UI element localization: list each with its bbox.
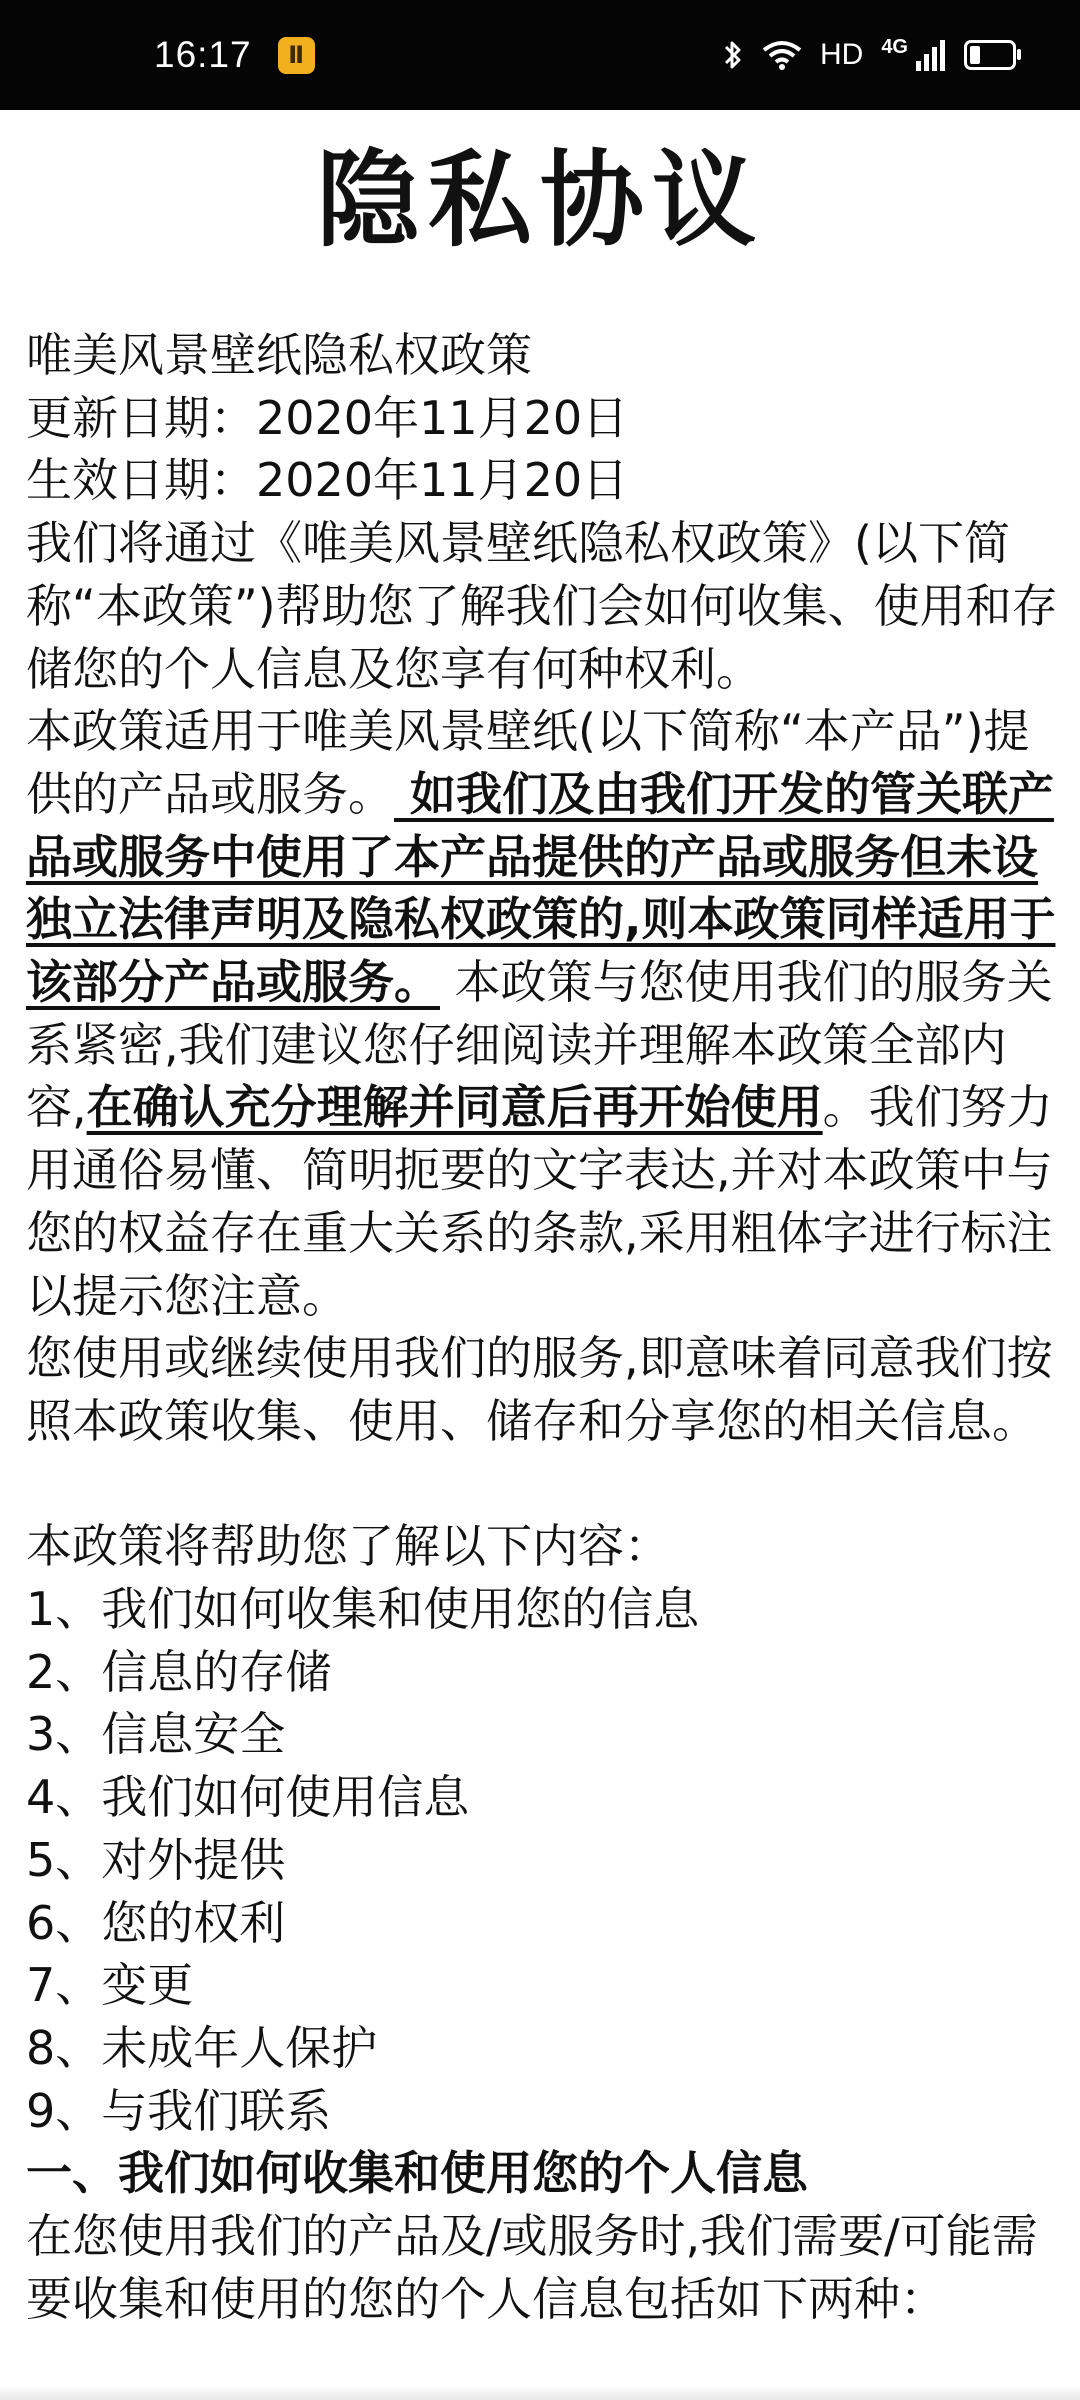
effective-date: 生效日期：2020年11月20日 bbox=[26, 453, 629, 508]
network-type: 4G bbox=[881, 35, 908, 58]
spacer bbox=[26, 1453, 1060, 1516]
policy-content bbox=[26, 324, 1060, 2330]
toc-item: 2、信息的存储 bbox=[26, 1644, 332, 1699]
scope-bold-underlined-2: 在确认充分理解并同意后再开始使用 bbox=[86, 1080, 823, 1135]
policy-name: 唯美风景壁纸隐私权政策 bbox=[26, 328, 532, 382]
toc-item: 6、您的权利 bbox=[26, 1895, 286, 1950]
intro-paragraph: 我们将通过《唯美风景壁纸隐私权政策》(以下简称“本政策”)帮助您了解我们会如何收集、使用和存储您的个人信息及您享有何种权利。 bbox=[26, 516, 1058, 696]
toc-item: 4、我们如何使用信息 bbox=[26, 1770, 470, 1825]
app-notification-icon: Ⅱ bbox=[278, 37, 315, 74]
section-1-heading: 一、我们如何收集和使用您的个人信息 bbox=[26, 2146, 808, 2201]
battery-icon bbox=[964, 40, 1016, 70]
status-bar bbox=[0, 0, 1080, 110]
wifi-icon bbox=[762, 40, 802, 70]
toc-item: 3、信息安全 bbox=[26, 1707, 286, 1762]
scope-text-b: 本政策与您使用我们的服务关系紧密,我们建议您仔细阅读并理解本政策全部内容, bbox=[26, 955, 1053, 1135]
updated-date: 更新日期：2020年11月20日 bbox=[26, 390, 629, 445]
toc-item: 7、变更 bbox=[26, 1958, 194, 2013]
scope-bold-underlined: 如我们及由我们开发的管关联产品或服务中使用了本产品提供的产品或服务但未设独立法律声明及隐私权政策的,则本政策同样适用于该部分产品或服务。 bbox=[26, 766, 1056, 1010]
toc-intro: 本政策将帮助您了解以下内容： bbox=[26, 1519, 670, 1574]
toc-item: 9、与我们联系 bbox=[26, 2083, 332, 2138]
scroll-edge bbox=[0, 2386, 1080, 2400]
scope-paragraph bbox=[26, 700, 1060, 1327]
page-title: 隐私协议 bbox=[315, 139, 764, 261]
toc-item: 5、对外提供 bbox=[26, 1832, 286, 1887]
signal-icon bbox=[916, 39, 946, 71]
bluetooth-icon bbox=[722, 39, 744, 71]
status-time: 16:17 bbox=[154, 34, 252, 75]
scope-text-c: 。我们努力用通俗易懂、简明扼要的文字表达,并对本政策中与您的权益存在重大关系的条款,采用粗体字进行标注以提示您注意。 bbox=[26, 1080, 1053, 1323]
toc-item: 8、未成年人保护 bbox=[26, 2020, 378, 2075]
consent-paragraph: 您使用或继续使用我们的服务,即意味着同意我们按照本政策收集、使用、储存和分享您的相关信息。 bbox=[26, 1331, 1053, 1448]
toc-item: 1、我们如何收集和使用您的信息 bbox=[26, 1582, 700, 1637]
scope-text-a: 本政策适用于唯美风景壁纸(以下简称“本产品”)提供的产品或服务。 bbox=[26, 704, 1030, 821]
section-1-text: 在您使用我们的产品及/或服务时,我们需要/可能需要收集和使用的您的个人信息包括如下两种： bbox=[26, 2209, 1038, 2326]
hd-indicator: HD bbox=[819, 38, 864, 71]
